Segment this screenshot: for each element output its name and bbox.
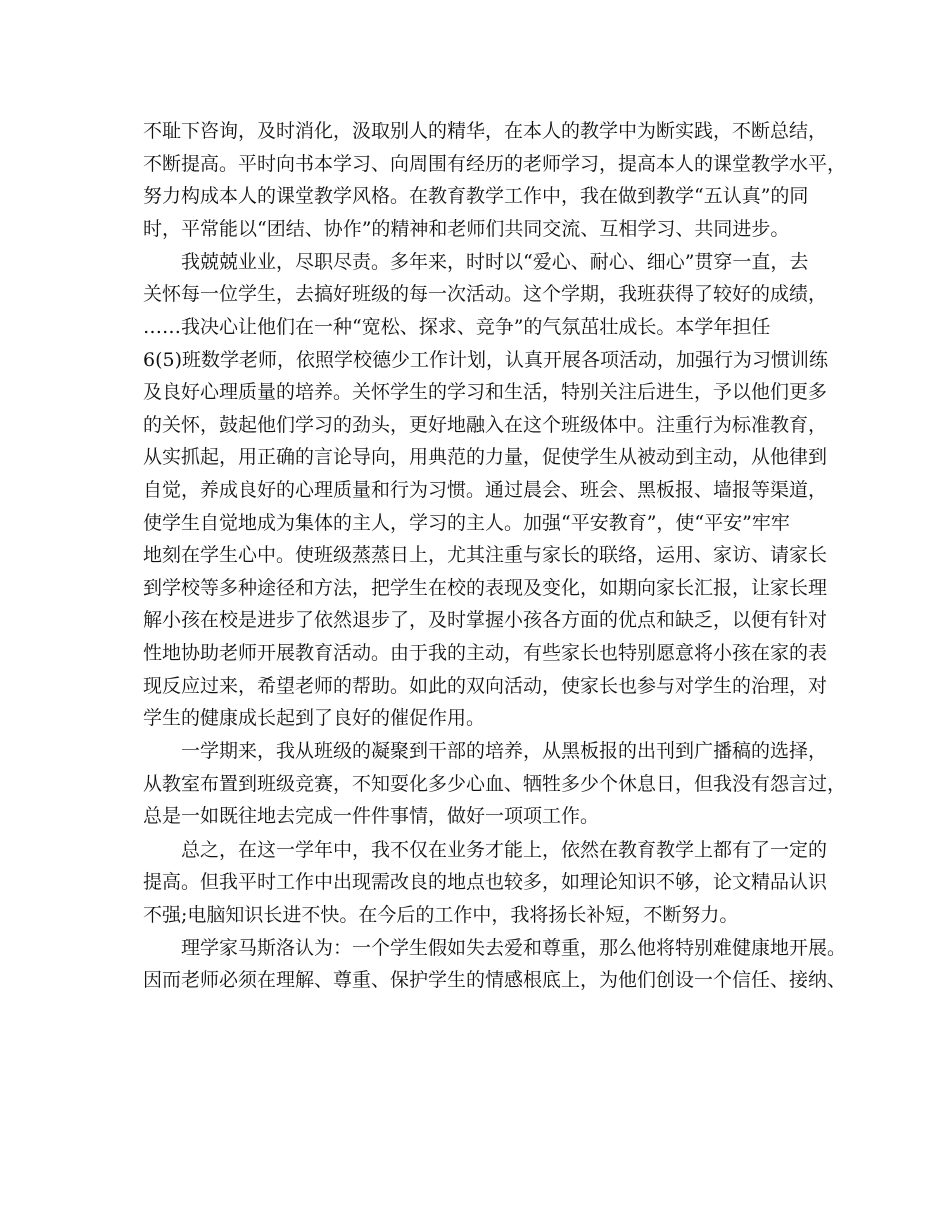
text-line: 解小孩在校是进步了依然退步了，及时掌握小孩各方面的优点和缺乏，以便有针对 bbox=[143, 609, 828, 632]
text-line: 及良好心理质量的培养。关怀学生的学习和生活，特别关注后进生，予以他们更多 bbox=[143, 381, 828, 404]
text-line: 努力构成本人的课堂教学风格。在教育教学工作中，我在做到教学“五认真”的同 bbox=[143, 185, 809, 208]
text-line: 现反应过来，希望老师的帮助。如此的双向活动，使家长也参与对学生的治理，对 bbox=[143, 674, 828, 697]
text-line: 理学家马斯洛认为：一个学生假如失去爱和尊重，那么他将特别难健康地开展。 bbox=[181, 936, 847, 959]
text-line: 地刻在学生心中。使班级蒸蒸日上，尤其注重与家长的联络，运用、家访、请家长 bbox=[143, 544, 828, 567]
paragraph bbox=[143, 246, 829, 735]
text-line: 总之，在这一学年中，我不仅在业务才能上，依然在教育教学上都有了一定的 bbox=[181, 838, 828, 861]
text-line: 时，平常能以“团结、协作”的精神和老师们共同交流、互相学习、共同进步。 bbox=[143, 217, 790, 240]
text-line: 的关怀，鼓起他们学习的劲头，更好地融入在这个班级体中。注重行为标准教育， bbox=[143, 413, 828, 436]
text-line: 因而老师必须在理解、尊重、保护学生的情感根底上，为他们创设一个信任、接纳、 bbox=[143, 969, 847, 992]
text-line: 我兢兢业业，尽职尽责。多年来，时时以“爱心、耐心、细心”贯穿一直，去 bbox=[181, 250, 809, 273]
text-line: 提高。但我平时工作中出现需改良的地点也较多，如理论知识不够，论文精品认识 bbox=[143, 871, 828, 894]
text-line: 从教室布置到班级竞赛，不知耍化多少心血、牺牲多少个休息日，但我没有怨言过， bbox=[143, 772, 847, 795]
text-line: 到学校等多种途径和方法，把学生在校的表现及变化，如期向家长汇报，让家长理 bbox=[143, 576, 828, 599]
text-line: 使学生自觉地成为集体的主人，学习的主人。加强“平安教育”，使“平安”牢牢 bbox=[143, 511, 790, 534]
paragraph bbox=[143, 932, 847, 997]
text-line: 从实抓起，用正确的言论导向，用典范的力量，促使学生从被动到主动，从他律到 bbox=[143, 446, 828, 469]
paragraph bbox=[143, 735, 847, 833]
text-line: 不断提高。平时向书本学习、向周围有经历的老师学习，提高本人的课堂教学水平， bbox=[143, 152, 847, 175]
text-line: 不强;电脑知识长进不快。在今后的工作中，我将扬长补短，不断努力。 bbox=[143, 903, 739, 926]
document-body bbox=[143, 115, 847, 997]
text-line: 不耻下咨询，及时消化，汲取别人的精华，在本人的教学中为断实践，不断总结， bbox=[143, 120, 828, 142]
text-line: ……我决心让他们在一种“宽松、探求、竞争”的气氛茁壮成长。本学年担任 bbox=[143, 316, 771, 339]
paragraph bbox=[143, 834, 828, 932]
text-line: 6(5)班数学老师，依照学校德少工作计划，认真开展各项活动，加强行为习惯训练 bbox=[143, 348, 829, 371]
paragraph bbox=[143, 115, 847, 245]
text-line: 关怀每一位学生，去搞好班级的每一次活动。这个学期，我班获得了较好的成绩， bbox=[143, 283, 828, 306]
text-line: 自觉，养成良好的心理质量和行为习惯。通过晨会、班会、黑板报、墙报等渠道， bbox=[143, 479, 828, 502]
text-line: 一学期来，我从班级的凝聚到干部的培养，从黑板报的出刊到广播稿的选择， bbox=[181, 740, 828, 763]
text-line: 总是一如既往地去完成一件件事情，做好一项项工作。 bbox=[143, 805, 600, 828]
text-line: 性地协助老师开展教育活动。由于我的主动，有些家长也特别愿意将小孩在家的表 bbox=[143, 642, 828, 664]
text-line: 学生的健康成长起到了良好的催促作用。 bbox=[143, 707, 486, 730]
